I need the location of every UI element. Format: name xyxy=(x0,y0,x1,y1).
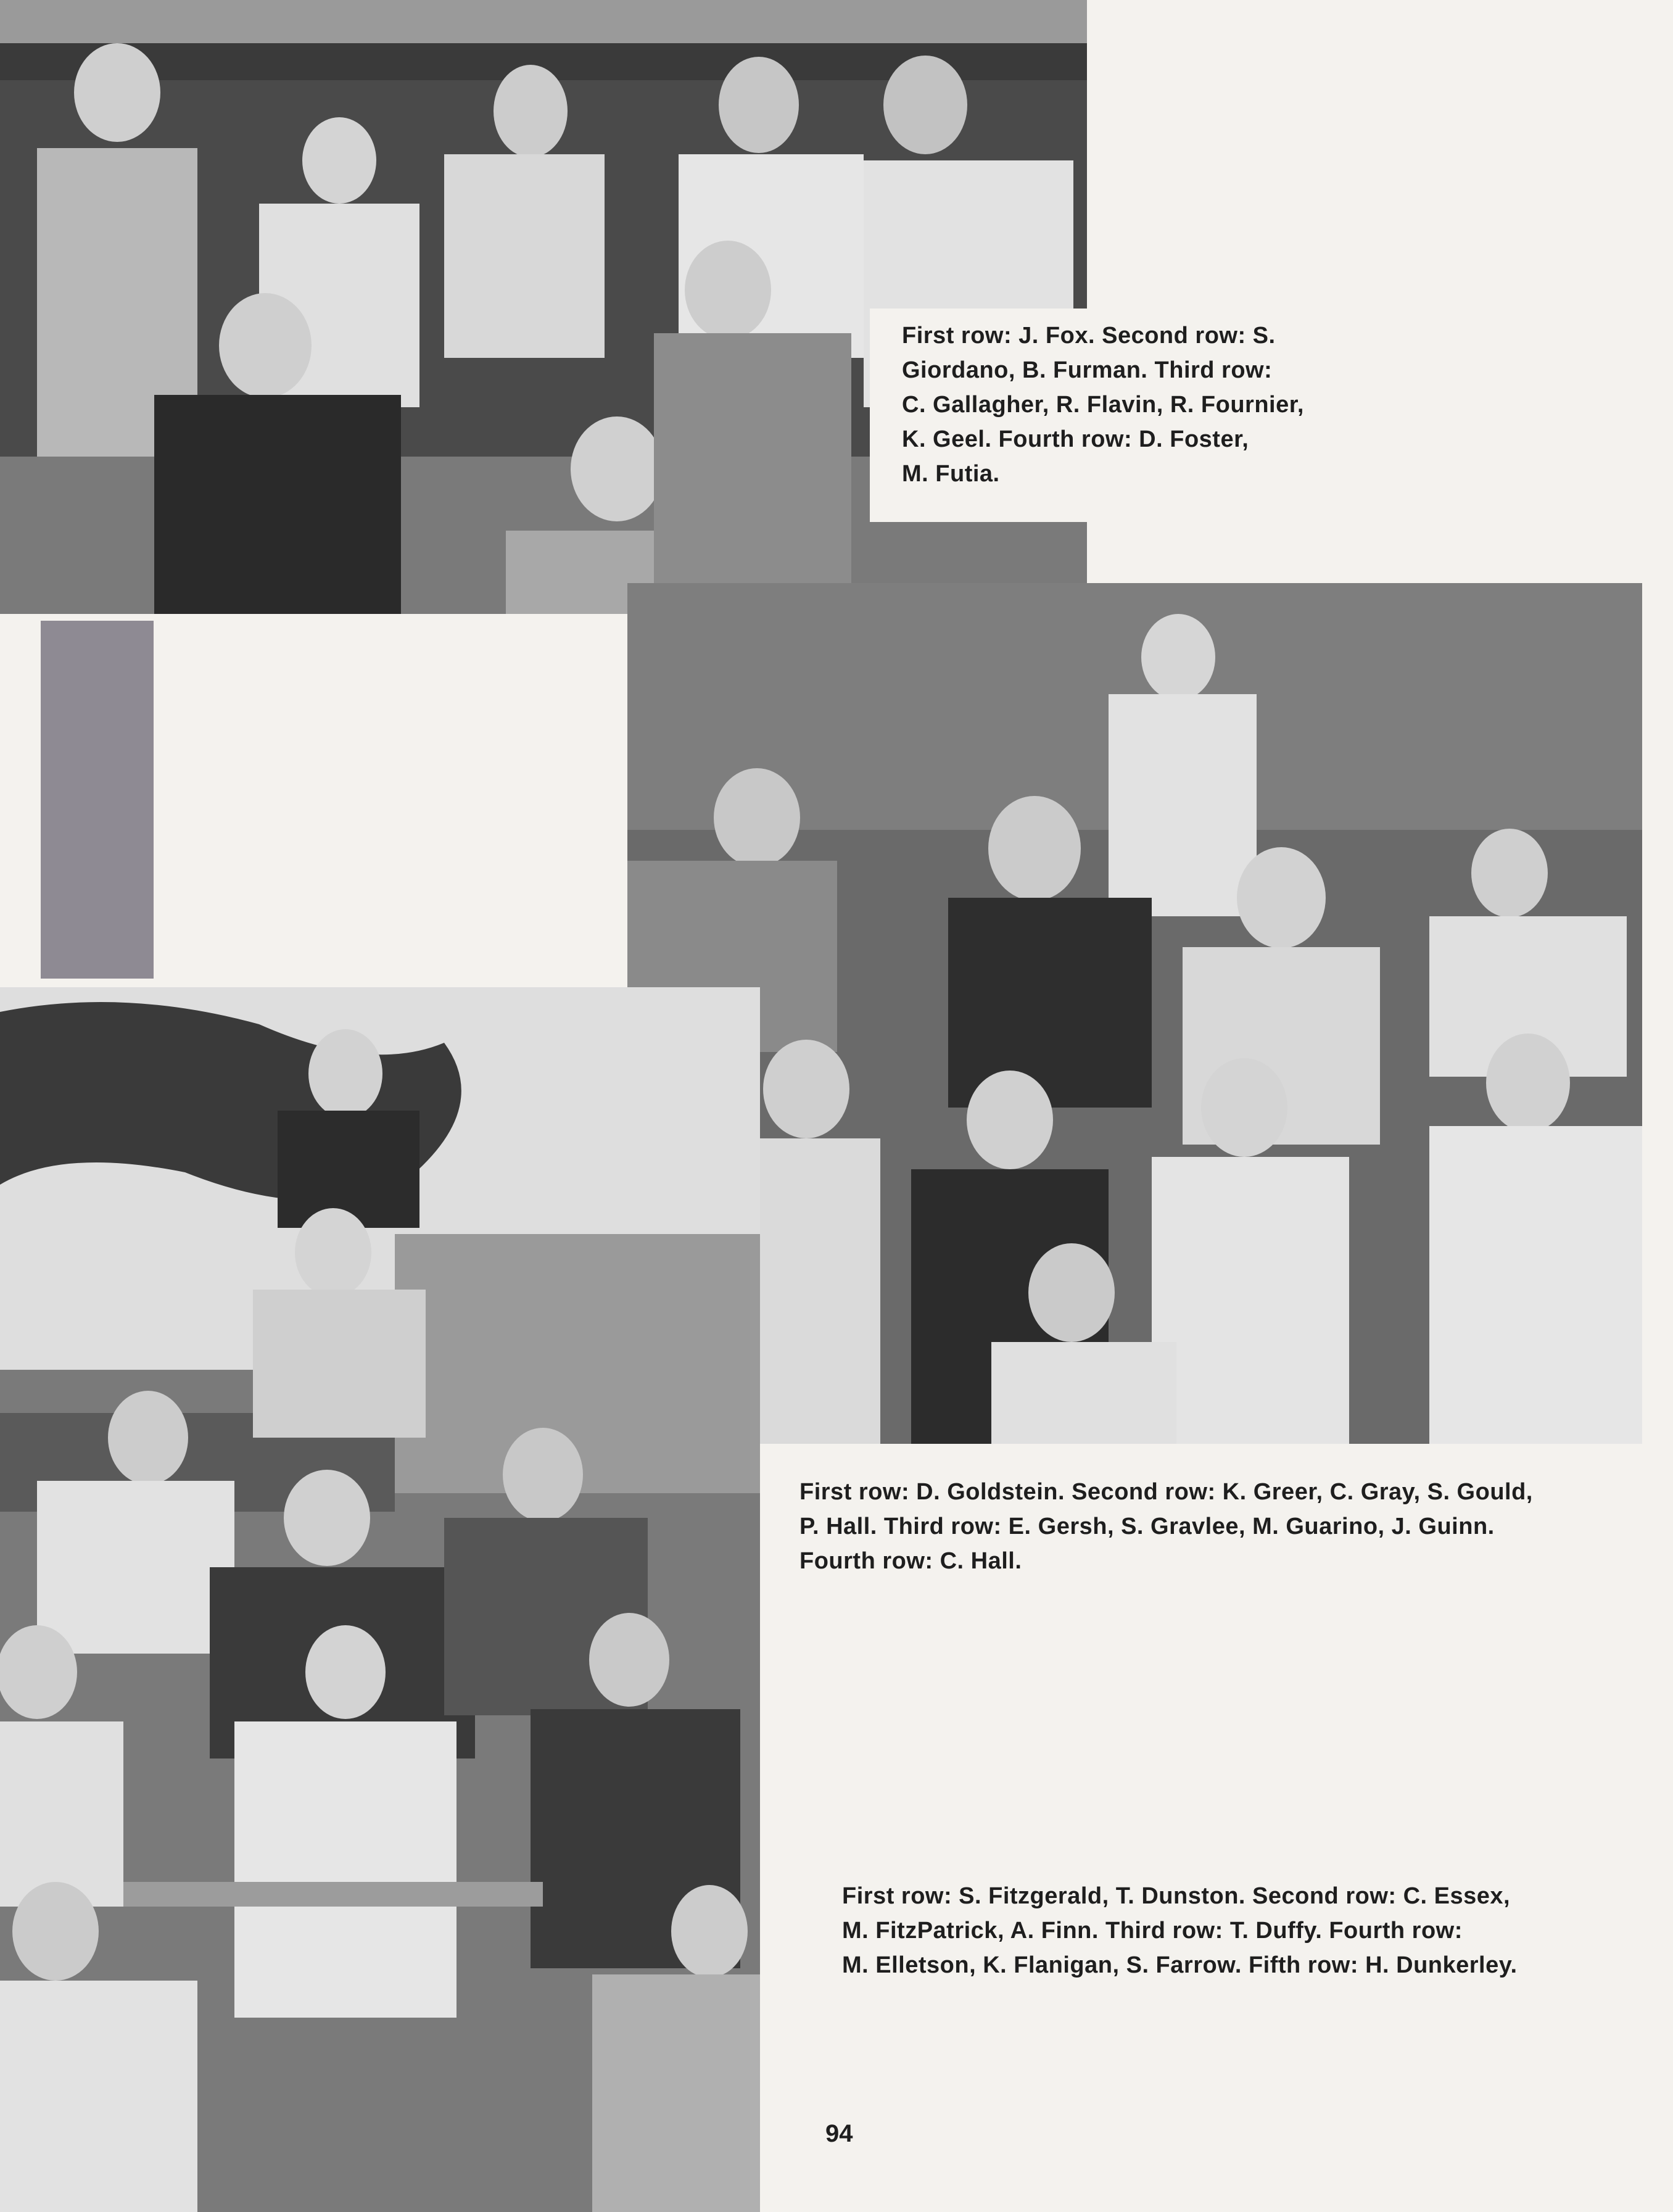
photo-right xyxy=(627,583,1642,1444)
caption-bottom-line: M. Elletson, K. Flanigan, S. Farrow. Fifth row: H. Dunkerley. xyxy=(842,1952,1518,1978)
caption-middle-line: First row: D. Goldstein. Second row: K. Greer, C. Gray, S. Gould, xyxy=(799,1479,1533,1505)
caption-top-line: M. Futia. xyxy=(902,461,1000,487)
caption-top-line: Giordano, B. Furman. Third row: xyxy=(902,357,1273,383)
accent-bar xyxy=(41,621,154,979)
caption-top-line: C. Gallagher, R. Flavin, R. Fournier, xyxy=(902,392,1304,418)
caption-middle xyxy=(799,1475,1608,1578)
photo-bottom xyxy=(0,987,760,2212)
page-number: 94 xyxy=(825,2120,853,2147)
caption-middle-line: Fourth row: C. Hall. xyxy=(799,1548,1022,1574)
caption-top-line: K. Geel. Fourth row: D. Foster, xyxy=(902,426,1249,452)
caption-top-line: First row: J. Fox. Second row: S. xyxy=(902,323,1276,349)
caption-bottom-line: First row: S. Fitzgerald, T. Dunston. Second row: C. Essex, xyxy=(842,1883,1511,1909)
caption-bottom xyxy=(842,1879,1638,1982)
caption-top xyxy=(870,309,1304,522)
caption-middle-line: P. Hall. Third row: E. Gersh, S. Gravlee, M. Guarino, J. Guinn. xyxy=(799,1514,1495,1539)
caption-bottom-line: M. FitzPatrick, A. Finn. Third row: T. Duffy. Fourth row: xyxy=(842,1918,1463,1944)
